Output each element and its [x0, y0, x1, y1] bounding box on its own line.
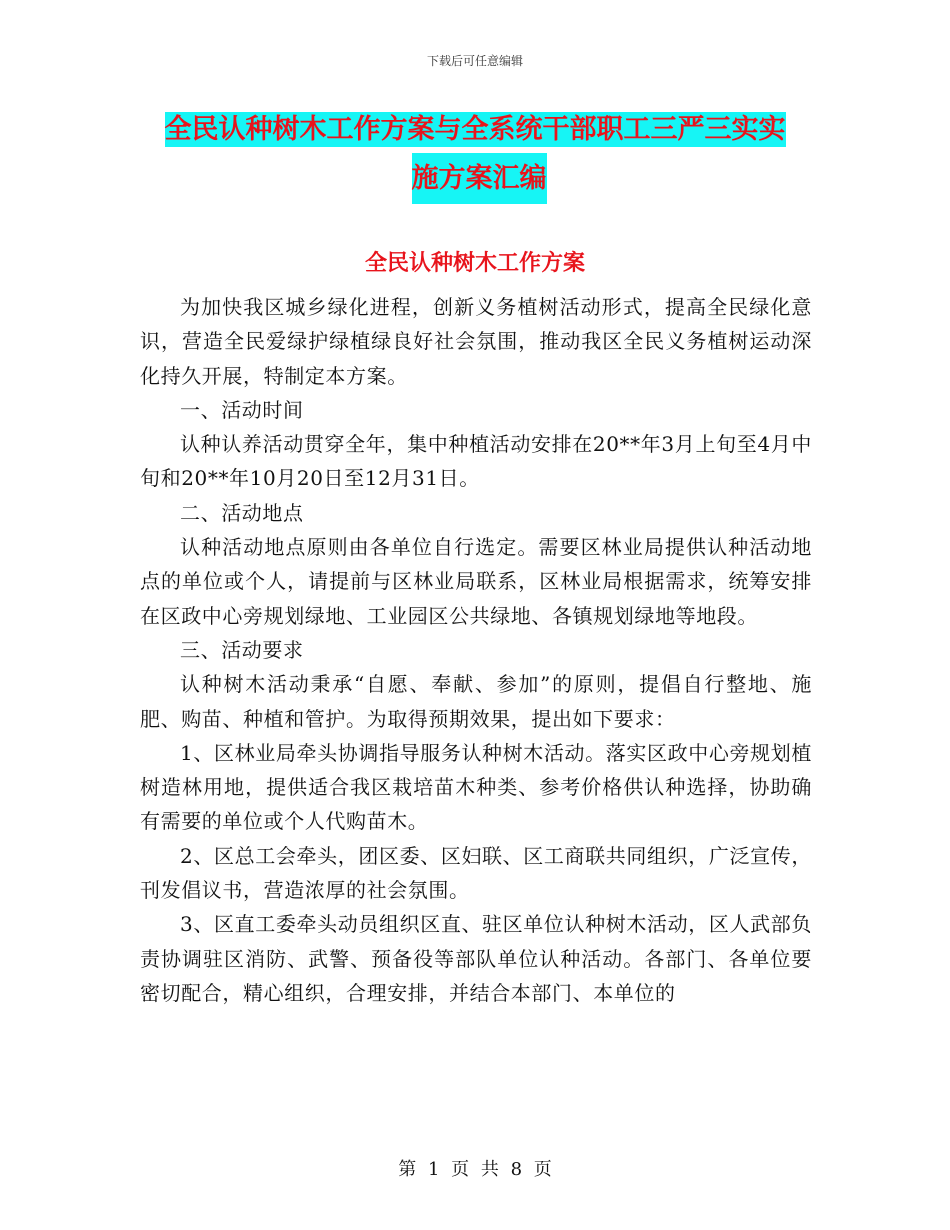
paragraph: 1、区林业局牵头协调指导服务认种树木活动。落实区政中心旁规划植树造林用地，提供适合我区栽培苗木种类、参考价格供认种选择，协助确有需要的单位或个人代购苗木。: [140, 740, 812, 834]
document-body: [140, 290, 812, 1010]
header-note: 下载后可任意编辑: [426, 54, 523, 68]
paragraph: 认种认养活动贯穿全年，集中种植活动安排在20**年3月上旬至4月中旬和20**年10月20日至12月31日。: [140, 432, 812, 491]
paragraph: 2、区总工会牵头，团区委、区妇联、区工商联共同组织，广泛宣传，刊发倡议书，营造浓厚的社会氛围。: [140, 843, 812, 903]
paragraph: 3、区直工委牵头动员组织区直、驻区单位认种树木活动，区人武部负责协调驻区消防、武警、预备役等部队单位认种活动。各部门、各单位要密切配合，精心组织，合理安排，并结合本部门、本单位的: [140, 912, 812, 1005]
page-footer: 第 1 页 共 8 页: [398, 1159, 552, 1180]
paragraph: 认种树木活动秉承“自愿、奉献、参加”的原则，提倡自行整地、施肥、购苗、种植和管护。为取得预期效果，提出如下要求：: [140, 672, 812, 731]
heading-activity-location: 二、活动地点: [180, 500, 304, 525]
document-title-line-1: 全民认种树木工作方案与全系统干部职工三严三实实: [164, 114, 786, 145]
document-title-line-2: 施方案汇编: [412, 153, 547, 204]
heading-activity-time: 一、活动时间: [180, 397, 304, 422]
paragraph: 认种活动地点原则由各单位自行选定。需要区林业局提供认种活动地点的单位或个人，请提前与区林业局联系，区林业局根据需求，统筹安排在区政中心旁规划绿地、工业园区公共绿地、各镇规划绿地等地段。: [140, 535, 812, 628]
document-title: [0, 106, 950, 204]
paragraph: 为加快我区城乡绿化进程，创新义务植树活动形式，提高全民绿化意识，营造全民爱绿护绿植绿良好社会氛围，推动我区全民义务植树运动深化持久开展，特制定本方案。: [140, 295, 812, 388]
section-title: 全民认种树木工作方案: [364, 250, 585, 276]
heading-activity-requirements: 三、活动要求: [180, 637, 304, 662]
